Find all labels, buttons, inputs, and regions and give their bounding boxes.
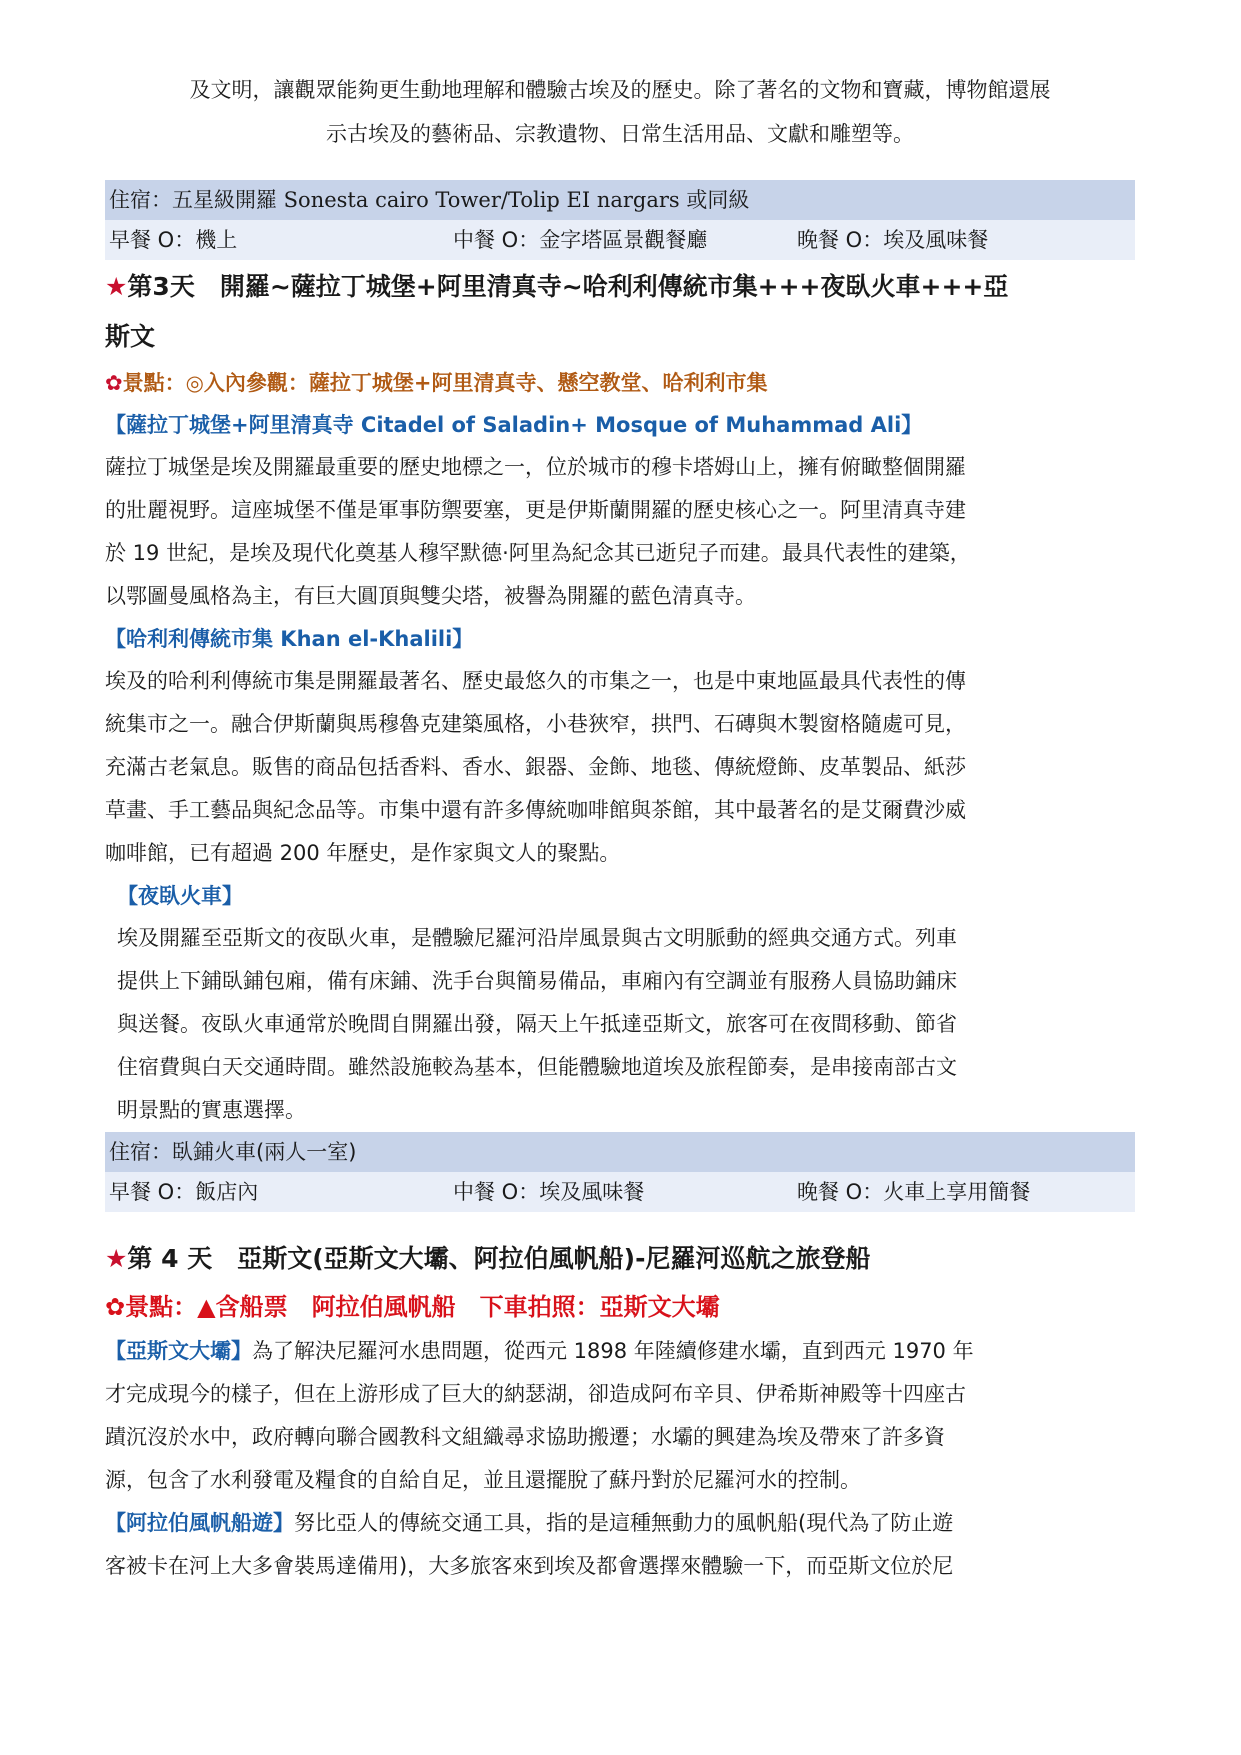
section-felucca [105,1502,1135,1588]
body-line: 埃及的哈利利傳統市集是開羅最著名、歷史最悠久的市集之一，也是中東地區最具代表性的傳 [105,669,966,693]
day3-title [105,262,1135,362]
section-heading-dam: 【亞斯文大壩】 [105,1339,252,1363]
section-heading-citadel: 【薩拉丁城堡+阿里清真寺 Citadel of Saladin+ Mosque of Muhammad Ali】 [105,413,923,437]
body-text: 為了解決尼羅河水患問題，從西元 1898 年陸續修建水壩，直到西元 1970 年 [252,1339,974,1363]
body-line: 充滿古老氣息。販售的商品包括香料、香水、銀器、金飾、地毯、傳統燈飾、皮革製品、紙莎 [105,755,966,779]
hotel-row: 住宿：五星級開羅 Sonesta cairo Tower/Tolip EI nargars 或同級 [105,180,1135,220]
day3-spots [105,362,1135,404]
day2-accommodation-table [105,180,1135,260]
section-heading-felucca: 【阿拉伯風帆船遊】 [105,1511,294,1535]
flower-icon: ✿ [105,1293,126,1321]
body-line: 源，包含了水利發電及糧食的自給自足，並且還擺脫了蘇丹對於尼羅河水的控制。 [105,1468,861,1492]
body-line: 住宿費與白天交通時間。雖然設施較為基本，但能體驗地道埃及旅程節奏，是串接南部古文 [117,1055,957,1079]
day3-title-text-cont: 斯文 [105,322,156,351]
meals-row [105,1172,1135,1212]
day3-spots-text: 景點：◎入內參觀：薩拉丁城堡+阿里清真寺、懸空教堂、哈利利市集 [122,371,768,395]
body-line: 咖啡館，已有超過 200 年歷史，是作家與文人的聚點。 [105,841,621,865]
document-page [105,68,1135,1588]
body-line [105,1502,1135,1545]
body-text: 努比亞人的傳統交通工具，指的是這種無動力的風帆船(現代為了防止遊 [294,1511,954,1535]
body-line: 薩拉丁城堡是埃及開羅最重要的歷史地標之一，位於城市的穆卡塔姆山上，擁有俯瞰整個開羅 [105,455,966,479]
star-icon: ★ [105,1244,128,1273]
body-line: 以鄂圖曼風格為主，有巨大圓頂與雙尖塔，被譽為開羅的藍色清真寺。 [105,584,756,608]
body-line: 埃及開羅至亞斯文的夜臥火車，是體驗尼羅河沿岸風景與古文明脈動的經典交通方式。列車 [117,926,957,950]
body-line [105,1330,1135,1373]
body-line: 明景點的實惠選擇。 [117,1098,306,1122]
day4-spots [105,1284,1135,1330]
dinner: 晚餐 O：火車上享用簡餐 [797,1180,1031,1204]
body-line: 統集市之一。融合伊斯蘭與馬穆魯克建築風格，小巷狹窄，拱門、石磚與木製窗格隨處可見， [105,712,966,736]
body-line: 提供上下鋪臥鋪包廂，備有床鋪、洗手台與簡易備品，車廂內有空調並有服務人員協助鋪床 [117,969,957,993]
day4-spots-text: 景點：▲含船票 阿拉伯風帆船 下車拍照：亞斯文大壩 [125,1293,720,1321]
body-line: 的壯麗視野。這座城堡不僅是軍事防禦要塞，更是伊斯蘭開羅的歷史核心之一。阿里清真寺建 [105,498,966,522]
day4-title-text: 第 4 天 亞斯文(亞斯文大壩、阿拉伯風帆船)-尼羅河巡航之旅登船 [127,1244,871,1273]
section-body-citadel [105,446,1135,618]
section-heading-khan: 【哈利利傳統市集 Khan el-Khalili】 [105,627,474,651]
body-line: 草畫、手工藝品與紀念品等。市集中還有許多傳統咖啡館與茶館，其中最著名的是艾爾費沙威 [105,798,966,822]
meals-row [105,220,1135,260]
day3-accommodation-table [105,1132,1135,1212]
day4-title [105,1234,1135,1284]
hotel-row: 住宿：臥鋪火車(兩人一室) [105,1132,1135,1172]
section-aswan-dam [105,1330,1135,1502]
breakfast: 早餐 O：機上 [109,228,238,252]
section-heading-train: 【夜臥火車】 [117,884,243,908]
breakfast: 早餐 O：飯店內 [109,1180,259,1204]
night-train-block [105,875,1135,1132]
intro-line: 及文明，讓觀眾能夠更生動地理解和體驗古埃及的歷史。除了著名的文物和寶藏，博物館還展 [189,78,1051,102]
dinner: 晚餐 O：埃及風味餐 [797,228,989,252]
day3-title-text: 第3天 開羅~薩拉丁城堡+阿里清真寺~哈利利傳統市集+++夜臥火車+++亞 [127,272,1009,301]
body-line: 才完成現今的樣子，但在上游形成了巨大的納瑟湖，卻造成阿布辛貝、伊希斯神殿等十四座古 [105,1382,966,1406]
flower-icon: ✿ [105,371,123,395]
body-line: 客被卡在河上大多會裝馬達備用)，大多旅客來到埃及都會選擇來體驗一下，而亞斯文位於尼 [105,1554,954,1578]
intro-line: 示古埃及的藝術品、宗教遺物、日常生活用品、文獻和雕塑等。 [326,122,914,146]
star-icon: ★ [105,272,128,301]
body-line: 於 19 世紀，是埃及現代化奠基人穆罕默德·阿里為紀念其已逝兒子而建。最具代表性的建築， [105,541,971,565]
lunch: 中餐 O：金字塔區景觀餐廳 [453,228,708,252]
lunch: 中餐 O：埃及風味餐 [453,1180,645,1204]
section-body-khan [105,660,1135,875]
body-line: 蹟沉沒於水中，政府轉向聯合國教科文組織尋求協助搬遷；水壩的興建為埃及帶來了許多資 [105,1425,945,1449]
body-line: 與送餐。夜臥火車通常於晚間自開羅出發，隔天上午抵達亞斯文，旅客可在夜間移動、節省 [117,1012,957,1036]
intro-paragraph [105,68,1135,156]
section-body-train [117,917,1135,1132]
